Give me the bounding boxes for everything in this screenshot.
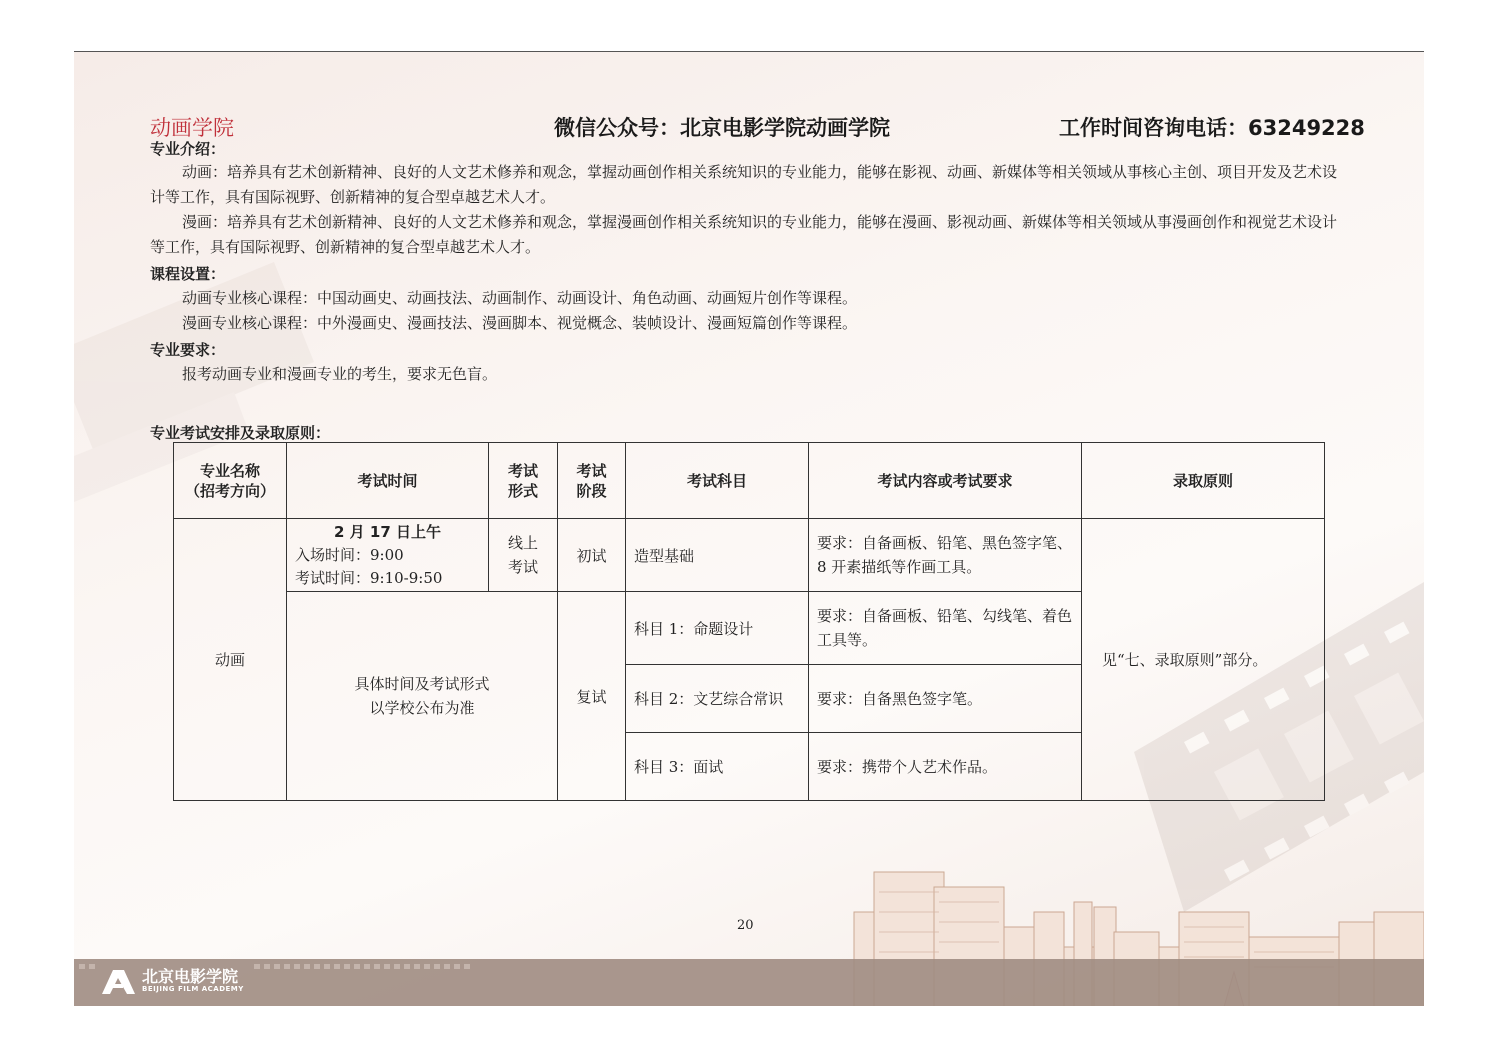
college-name: 动画学院 <box>150 116 234 140</box>
table-heading: 专业考试安排及录取原则： <box>150 424 331 442</box>
header-form-line2: 形式 <box>507 481 538 500</box>
exam-schedule-table <box>173 442 1325 801</box>
header-stage-line1: 考试 <box>576 461 607 480</box>
course-comics-paragraph: 漫画专业核心课程：中外漫画史、漫画技法、漫画脚本、视觉概念、装帧设计、漫画短篇创作等课程。 <box>182 314 858 332</box>
cell-retest-time <box>287 592 558 801</box>
wechat-account: 微信公众号：北京电影学院动画学院 <box>554 116 890 140</box>
course-heading: 课程设置： <box>150 265 226 283</box>
cell-retest-subject-1: 科目 1：命题设计 <box>626 592 809 665</box>
retest-time-line2: 以学校公布为准 <box>369 699 475 717</box>
cell-preliminary-stage: 初试 <box>558 519 626 592</box>
academy-logo <box>100 964 244 998</box>
header-exam-time: 考试时间 <box>287 443 489 519</box>
cell-retest-content-3: 要求：携带个人艺术作品。 <box>809 733 1082 801</box>
retest-time-line1: 具体时间及考试形式 <box>354 675 490 693</box>
cell-preliminary-form <box>489 519 558 592</box>
table-row-preliminary <box>174 519 1325 592</box>
intro-comics-paragraph: 漫画：培养具有艺术创新精神、良好的人文艺术修养和观念，掌握漫画创作相关系统知识的专业能力，能够在漫画、影视动画、新媒体等相关领域从事漫画创作和视觉艺术设计等工作，具有国际视野、创新精神的复合型卓越艺术人才。 <box>150 213 1338 256</box>
cell-retest-subject-2: 科目 2：文艺综合常识 <box>626 665 809 733</box>
preliminary-date: 2 月 17 日上午 <box>334 522 441 541</box>
header-major-line2: （招考方向） <box>184 481 275 500</box>
consult-phone: 工作时间咨询电话：63249228 <box>1059 116 1365 140</box>
academy-logo-zh: 北京电影学院 <box>142 967 239 986</box>
document-page <box>74 51 1424 1006</box>
academy-logo-en: BEIJING FILM ACADEMY <box>142 985 244 993</box>
cell-retest-stage: 复试 <box>558 592 626 801</box>
preliminary-form-line1: 线上 <box>507 534 538 552</box>
requirement-heading: 专业要求： <box>150 341 226 359</box>
table-header-row <box>174 443 1325 519</box>
preliminary-entry-time: 入场时间：9:00 <box>295 545 404 564</box>
course-animation-paragraph: 动画专业核心课程：中国动画史、动画技法、动画制作、动画设计、角色动画、动画短片创作等课程。 <box>182 289 858 307</box>
page-number: 20 <box>737 918 754 933</box>
header-major <box>174 443 287 519</box>
header-admission-principle: 录取原则 <box>1082 443 1325 519</box>
cell-preliminary-subject: 造型基础 <box>626 519 809 592</box>
header-exam-subject: 考试科目 <box>626 443 809 519</box>
requirement-paragraph: 报考动画专业和漫画专业的考生，要求无色盲。 <box>182 365 498 383</box>
academy-logo-text <box>142 969 244 993</box>
cell-major: 动画 <box>174 519 287 801</box>
cell-retest-subject-3: 科目 3：面试 <box>626 733 809 801</box>
header-major-line1: 专业名称 <box>199 461 260 480</box>
cell-retest-content-1: 要求：自备画板、铅笔、勾线笔、着色工具等。 <box>809 592 1082 665</box>
cell-retest-content-2: 要求：自备黑色签字笔。 <box>809 665 1082 733</box>
header-exam-stage <box>558 443 626 519</box>
cell-admission-principle: 见“七、录取原则”部分。 <box>1082 519 1325 801</box>
cell-preliminary-time <box>287 519 489 592</box>
header-stage-line2: 阶段 <box>576 481 607 500</box>
preliminary-exam-time: 考试时间：9:10-9:50 <box>295 568 443 587</box>
cell-preliminary-content: 要求：自备画板、铅笔、黑色签字笔、8 开素描纸等作画工具。 <box>809 519 1082 592</box>
header-form-line1: 考试 <box>507 461 538 480</box>
header-exam-form <box>489 443 558 519</box>
intro-animation-paragraph: 动画：培养具有艺术创新精神、良好的人文艺术修养和观念，掌握动画创作相关系统知识的专业能力，能够在影视、动画、新媒体等相关领域从事核心主创、项目开发及艺术设计等工作，具有国际视野、创新精神的复合型卓越艺术人才。 <box>150 163 1338 206</box>
preliminary-form-line2: 考试 <box>507 558 538 576</box>
academy-logo-icon <box>100 966 138 996</box>
intro-heading: 专业介绍： <box>150 140 226 158</box>
header-exam-content: 考试内容或考试要求 <box>809 443 1082 519</box>
